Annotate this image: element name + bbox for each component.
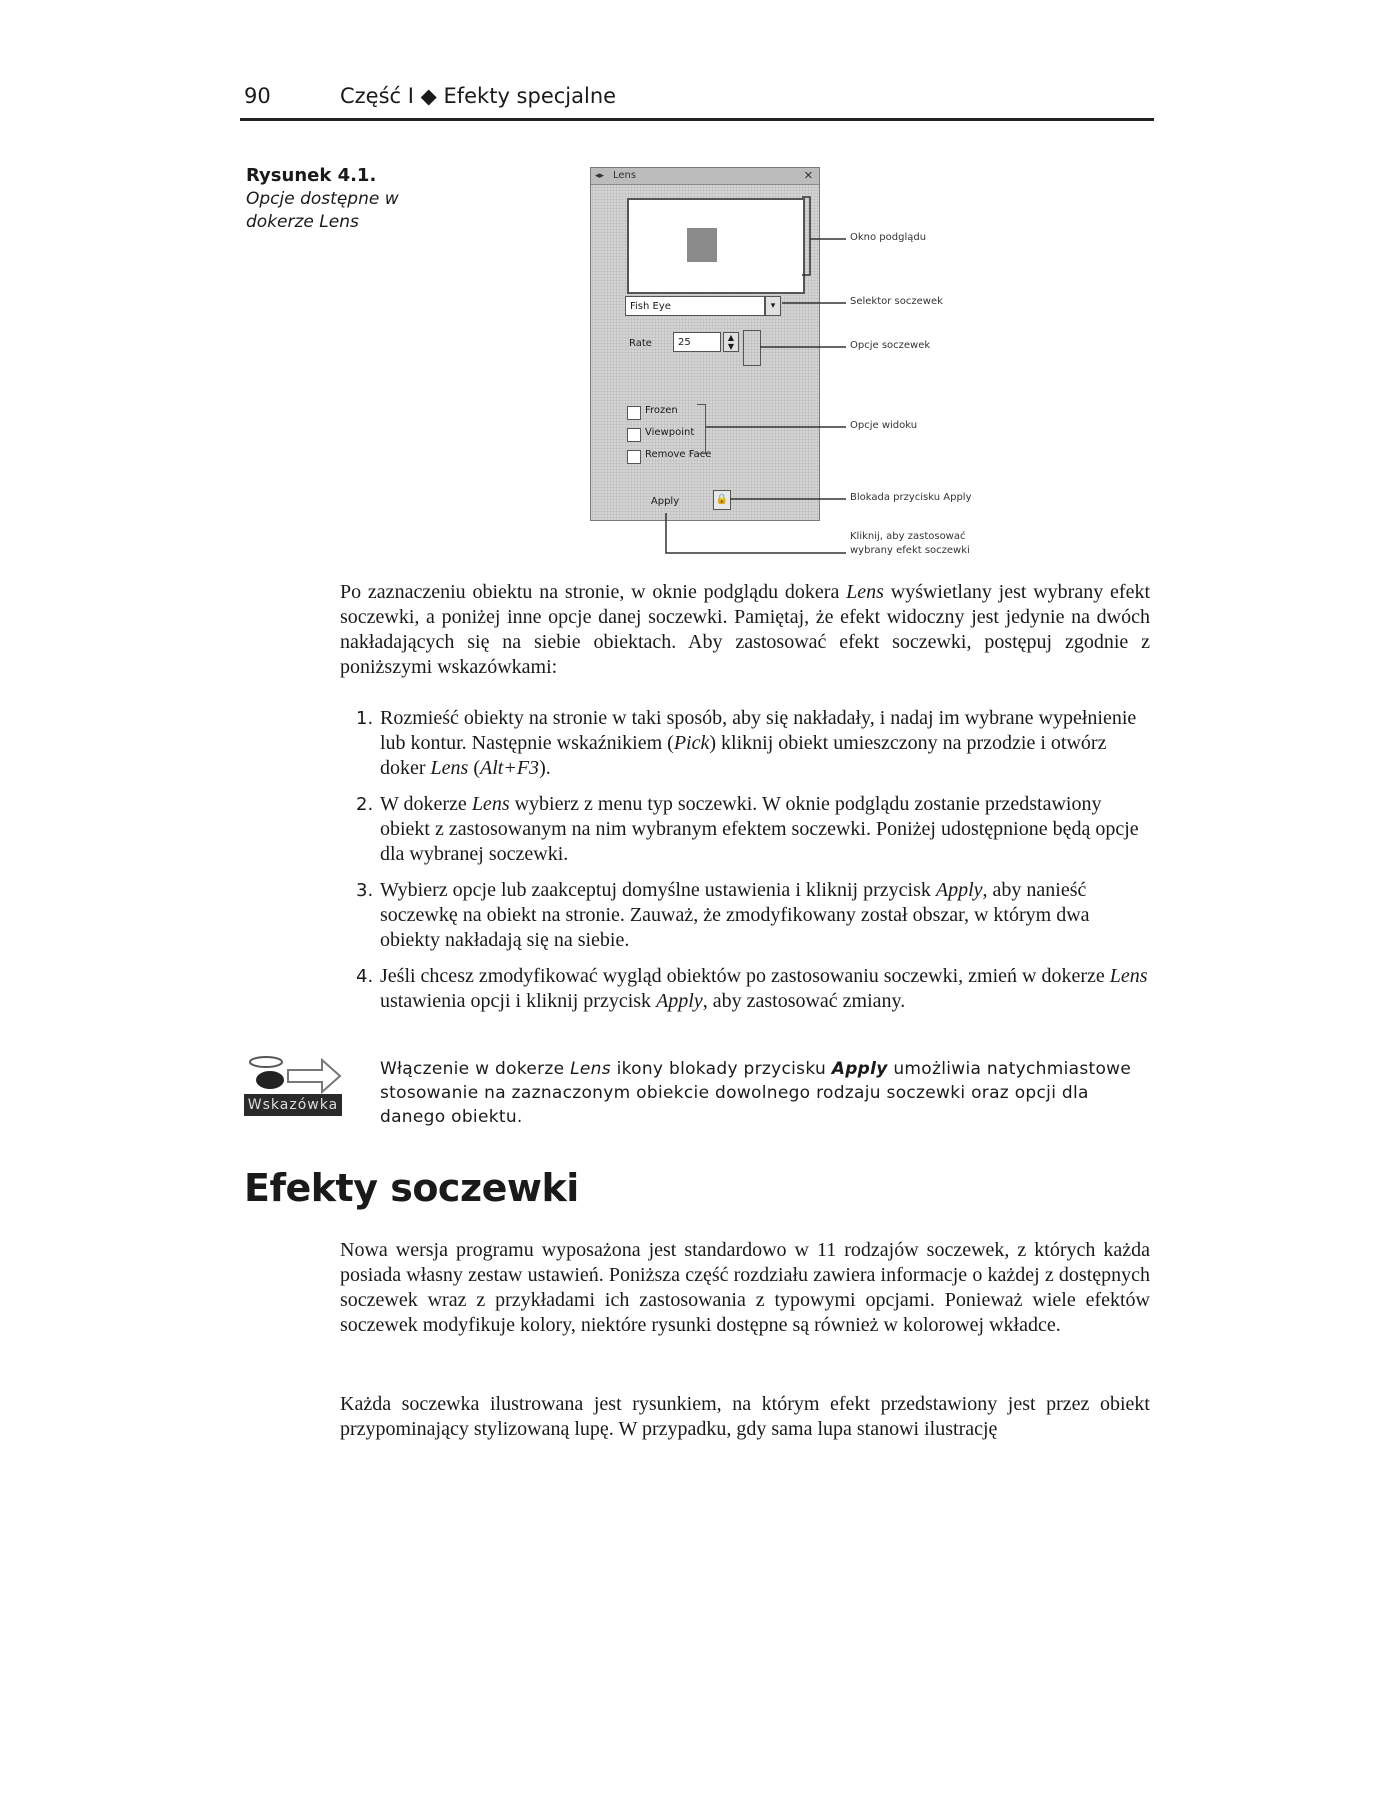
docker-title: Lens xyxy=(613,170,637,181)
figure-number: Rysunek 4.1. xyxy=(246,165,377,186)
lens-type-select[interactable]: Fish Eye xyxy=(625,296,765,316)
tip-term: Apply xyxy=(831,1059,888,1079)
list-item xyxy=(340,964,1150,1014)
callout-lens-options: Opcje soczewek xyxy=(850,340,931,351)
callout-preview: Okno podglądu xyxy=(850,232,927,243)
intro-lens-term: Lens xyxy=(846,581,884,603)
intro-text-2: wyświetlany jest wybrany efekt soczewki, a poniżej inne opcje danej soczewki. Pamiętaj, że efekt widoczny jest jedynie na dwóch nakładających się na siebie obiektach. Aby zastosować efekt soczewki, postępuj zgodnie z poniższymi wskazówkami: xyxy=(340,581,1150,678)
tip-text-part: umożliwia natychmiastowe stosowanie na zaznaczonym obiekcie dowolnego rodzaju soczewki oraz opcji dla danego obiektu. xyxy=(380,1059,1132,1127)
callout-selector: Selektor soczewek xyxy=(850,296,943,307)
section-paragraph-2: Każda soczewka ilustrowana jest rysunkiem, na którym efekt przedstawiony jest przez obiekt przypominający stylizowaną lupę. W przypadku, gdy sama lupa stanowi ilustrację xyxy=(340,1393,1150,1440)
intro-paragraph xyxy=(340,580,1150,680)
chevron-down-icon[interactable]: ▾ xyxy=(765,296,781,316)
figure-caption xyxy=(246,164,426,234)
page-number: 90 xyxy=(244,84,271,108)
lens-docker-figure xyxy=(588,165,1028,565)
step-term: Apply xyxy=(935,879,983,901)
remove-face-label: Remove Face xyxy=(645,449,712,460)
tip-term: Lens xyxy=(570,1059,611,1079)
tip-text-part: Włączenie w dokerze xyxy=(380,1059,571,1079)
page-header xyxy=(240,84,1154,121)
viewpoint-label: Viewpoint xyxy=(645,427,695,438)
step-text: , aby zastosować zmiany. xyxy=(702,990,906,1012)
step-term: Alt+F3 xyxy=(480,757,540,779)
lightbulb-arrow-icon xyxy=(244,1050,344,1096)
rate-input[interactable]: 25 xyxy=(673,332,721,352)
step-text: Jeśli chcesz zmodyfikować wygląd obiektów po zastosowaniu soczewki, zmień w dokerze xyxy=(380,965,1110,987)
step-text: Rozmieść obiekty na stronie w taki sposób, aby się nakładały, i nadaj im wybrane wypełnienie lub kontur. Następnie wskaźnikiem ( xyxy=(380,707,1137,754)
running-head: Część I ◆ Efekty specjalne xyxy=(340,84,617,108)
list-item xyxy=(340,878,1150,953)
step-text: ). xyxy=(539,757,551,779)
callout-apply-lock: Blokada przycisku Apply xyxy=(850,492,972,503)
callout-apply-click-2: wybrany efekt soczewki xyxy=(850,545,970,556)
tip-text-part: ikony blokady przycisku xyxy=(610,1059,832,1079)
step-text: wybierz z menu typ soczewki. W oknie podglądu zostanie przedstawiony obiekt z zastosowanym na nim wybranym efektem soczewki. Poniżej udostępnione będą opcje dla wybranej soczewki. xyxy=(380,793,1139,865)
frozen-label: Frozen xyxy=(645,405,678,416)
lock-icon[interactable]: 🔒 xyxy=(713,490,731,510)
step-text: W dokerze xyxy=(380,793,472,815)
docker-collapse-icon[interactable]: ◂▸ xyxy=(595,171,605,181)
tip-label: Wskazówka xyxy=(244,1094,342,1116)
tip-icon xyxy=(244,1050,344,1122)
step-term: Lens xyxy=(430,757,469,779)
close-icon[interactable]: ✕ xyxy=(803,169,813,182)
step-term: Lens xyxy=(1109,965,1148,987)
step-number: 3. xyxy=(356,880,374,901)
rate-label: Rate xyxy=(629,338,652,349)
step-text: ) kliknij obiekt umieszczony na przodzie i otwórz doker xyxy=(380,732,1107,779)
step-number: 1. xyxy=(356,708,374,729)
list-item xyxy=(340,706,1150,781)
step-term: Pick xyxy=(673,732,710,754)
step-text: Wybierz opcje lub zaakceptuj domyślne ustawienia i kliknij przycisk xyxy=(380,879,936,901)
list-item xyxy=(340,792,1150,867)
callout-apply-click-1: Kliknij, aby zastosować xyxy=(850,531,966,542)
steps-list xyxy=(340,706,1150,1025)
section-paragraph-1: Nowa wersja programu wyposażona jest standardowo w 11 rodzajów soczewek, z których każda posiada własny zestaw ustawień. Poniższa część rozdziału zawiera informacje o każdej z dostępnych soczewek wraz z przykładami ich zastosowania z typowymi opcjami. Ponieważ wiele efektów soczewek modyfikuje kolory, niektóre rysunki dostępne są również w kolorowej wkładce. xyxy=(340,1239,1150,1336)
section-heading: Efekty soczewki xyxy=(244,1166,579,1210)
apply-button[interactable]: Apply xyxy=(650,496,680,507)
step-term: Apply xyxy=(656,990,703,1012)
tip-text xyxy=(380,1057,1140,1129)
rate-stepper[interactable]: ▲ ▼ xyxy=(723,332,739,352)
step-text: ustawienia opcji i kliknij przycisk xyxy=(380,990,657,1012)
figure-caption-text: Opcje dostępne w dokerze Lens xyxy=(246,189,399,232)
step-number: 2. xyxy=(356,794,374,815)
step-term: Lens xyxy=(471,793,510,815)
intro-text-1: Po zaznaczeniu obiektu na stronie, w oknie podglądu dokera xyxy=(340,581,847,603)
step-text: , aby nanieść soczewkę na obiekt na stronie. Zauważ, że zmodyfikowany został obszar, w którym dwa obiekty nakładają się na siebie. xyxy=(380,879,1090,951)
step-number: 4. xyxy=(356,966,374,987)
callout-view-options: Opcje widoku xyxy=(850,420,918,431)
step-text: ( xyxy=(468,757,481,779)
callout-lines xyxy=(588,165,1028,565)
